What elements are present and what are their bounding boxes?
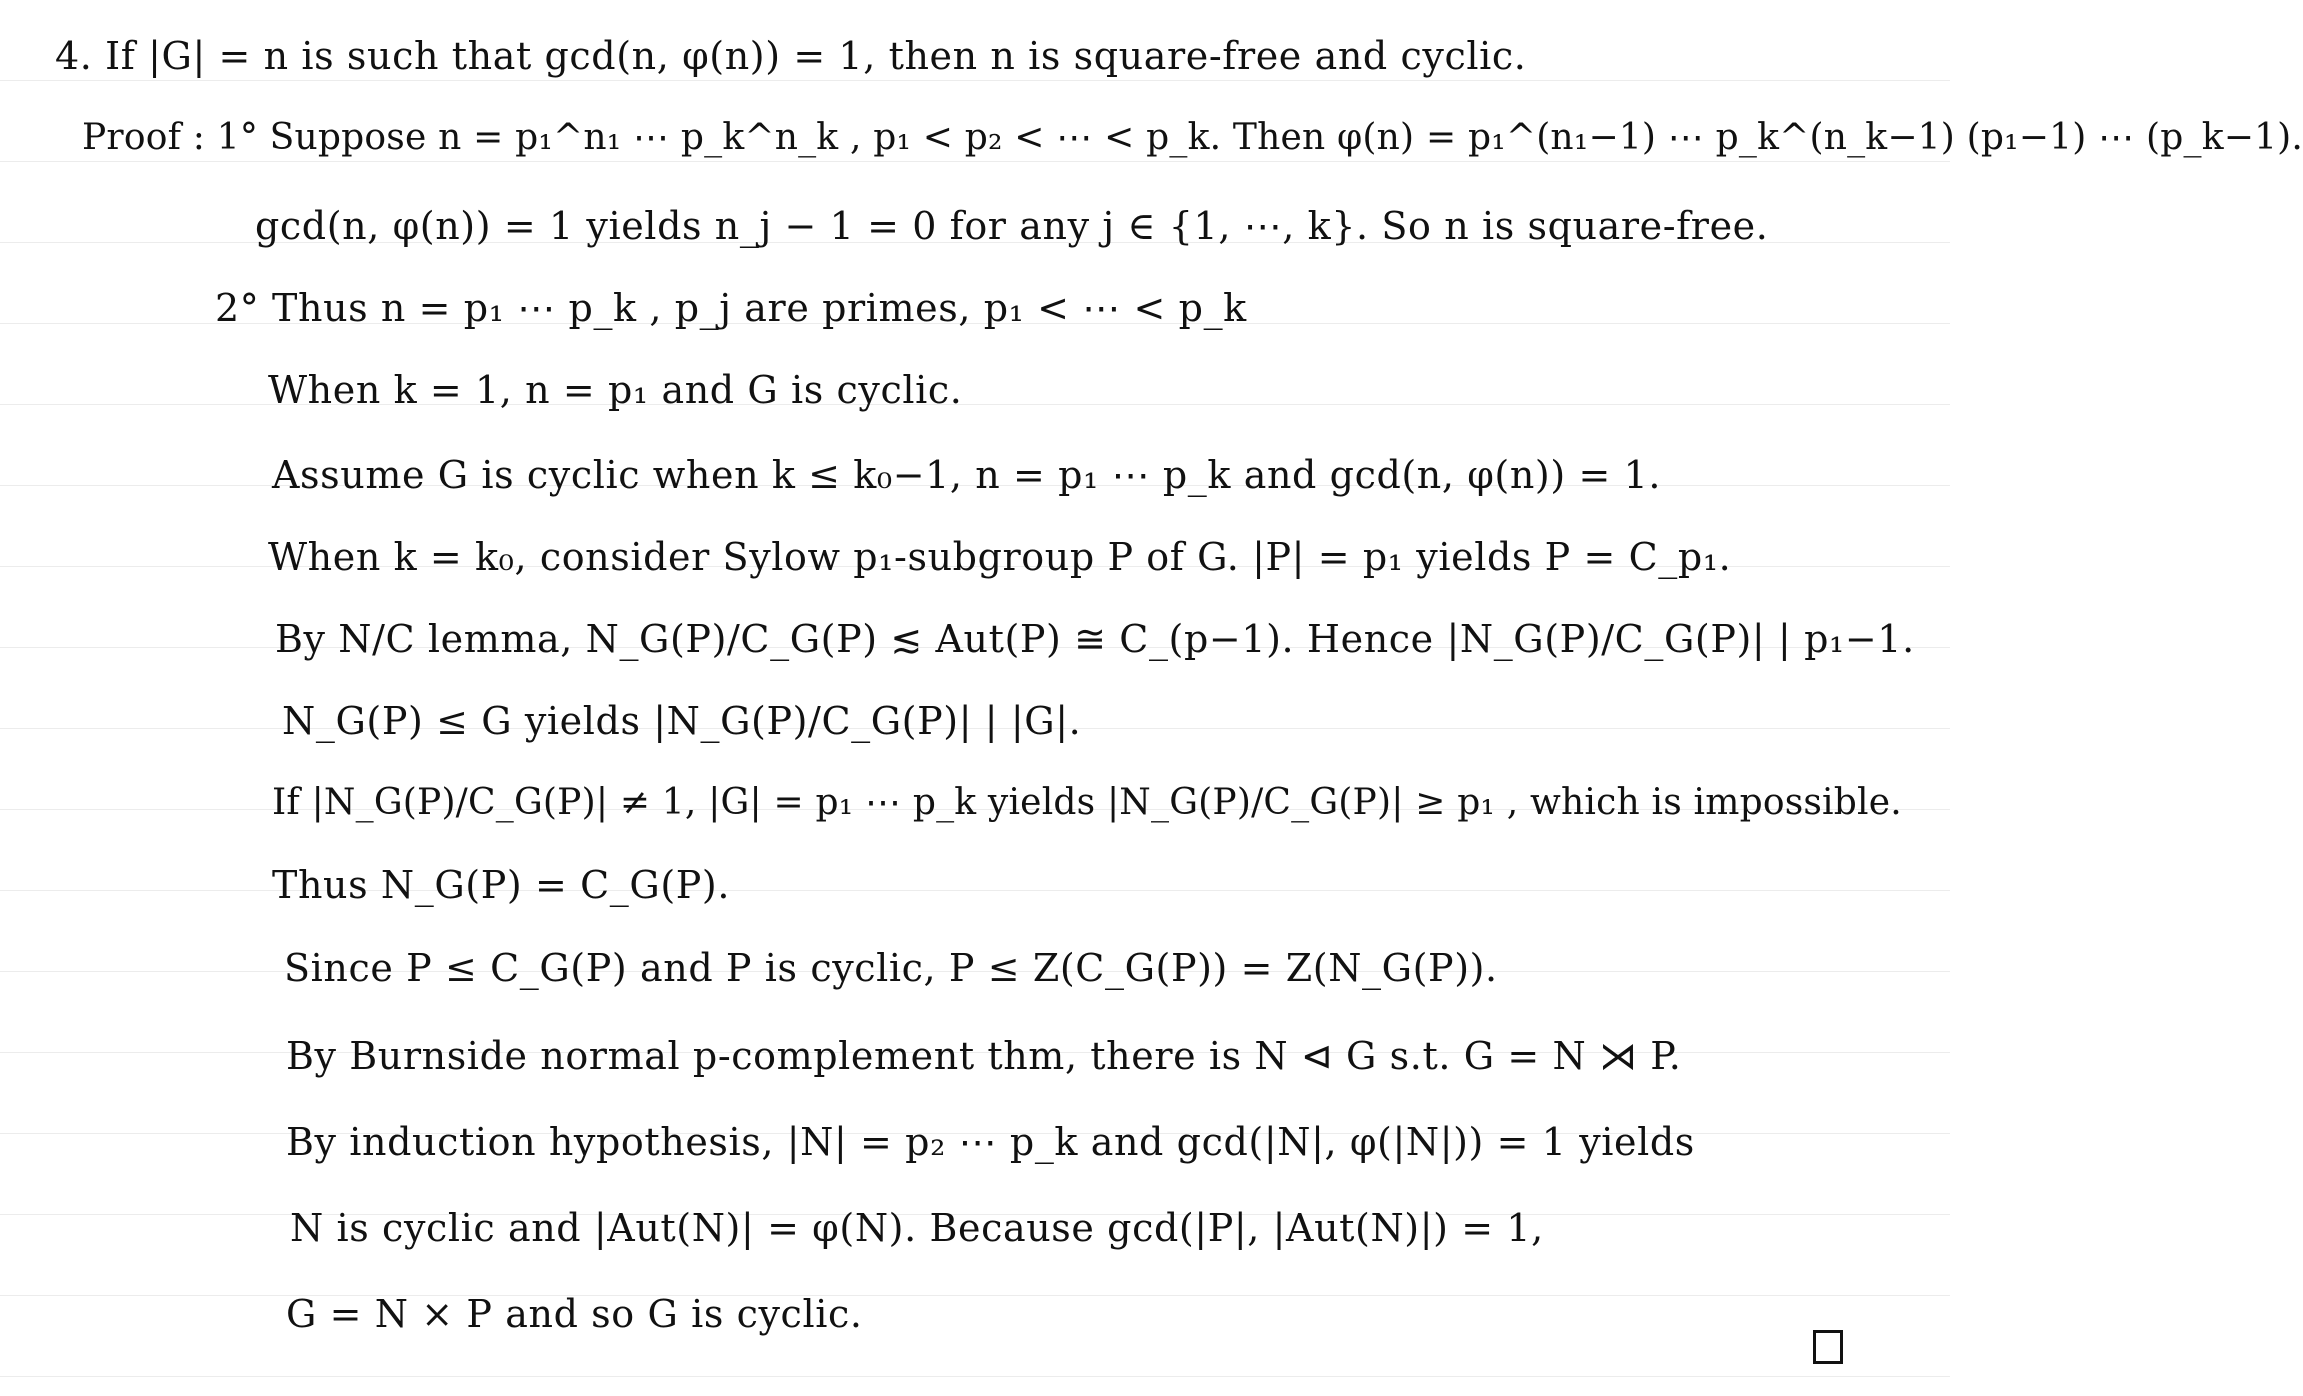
proof-line-5: Assume G is cyclic when k ≤ k₀−1, n = p₁ ⋯ p_k and gcd(n, φ(n)) = 1. xyxy=(272,453,1662,497)
proof-line-4: When k = 1, n = p₁ and G is cyclic. xyxy=(268,368,963,412)
proof-line-14: N is cyclic and |Aut(N)| = φ(N). Because gcd(|P|, |Aut(N)|) = 1, xyxy=(290,1206,1544,1250)
proof-line-12: By Burnside normal p-complement thm, there is N ⊲ G s.t. G = N ⋊ P. xyxy=(286,1034,1682,1078)
proof-line-2: gcd(n, φ(n)) = 1 yields n_j − 1 = 0 for any j ∈ {1, ⋯, k}. So n is square-free. xyxy=(255,204,1769,248)
problem-statement: 4. If |G| = n is such that gcd(n, φ(n)) = 1, then n is square-free and cyclic. xyxy=(55,34,1527,78)
proof-line-7: By N/C lemma, N_G(P)/C_G(P) ≲ Aut(P) ≅ C_(p−1). Hence |N_G(P)/C_G(P)| | p₁−1. xyxy=(275,617,1915,661)
proof-line-1: Proof : 1° Suppose n = p₁^n₁ ⋯ p_k^n_k , p₁ < p₂ < ⋯ < p_k. Then φ(n) = p₁^(n₁−1) ⋯ p_k^(n_k−1) (p₁−1) ⋯ (p_k−1). xyxy=(82,117,2303,158)
proof-line-6: When k = k₀, consider Sylow p₁-subgroup P of G. |P| = p₁ yields P = C_p₁. xyxy=(268,535,1732,579)
proof-line-10: Thus N_G(P) = C_G(P). xyxy=(272,863,731,907)
proof-line-8: N_G(P) ≤ G yields |N_G(P)/C_G(P)| | |G|. xyxy=(282,699,1082,743)
proof-line-11: Since P ≤ C_G(P) and P is cyclic, P ≤ Z(C_G(P)) = Z(N_G(P)). xyxy=(284,946,1498,990)
proof-line-13: By induction hypothesis, |N| = p₂ ⋯ p_k and gcd(|N|, φ(|N|)) = 1 yields xyxy=(286,1120,1695,1164)
proof-line-3: 2° Thus n = p₁ ⋯ p_k , p_j are primes, p₁ < ⋯ < p_k xyxy=(215,286,1247,330)
proof-line-15: G = N × P and so G is cyclic. xyxy=(286,1292,863,1336)
qed-square-icon xyxy=(1813,1330,1843,1364)
proof-line-9: If |N_G(P)/C_G(P)| ≠ 1, |G| = p₁ ⋯ p_k yields |N_G(P)/C_G(P)| ≥ p₁ , which is impossible. xyxy=(272,782,1902,823)
